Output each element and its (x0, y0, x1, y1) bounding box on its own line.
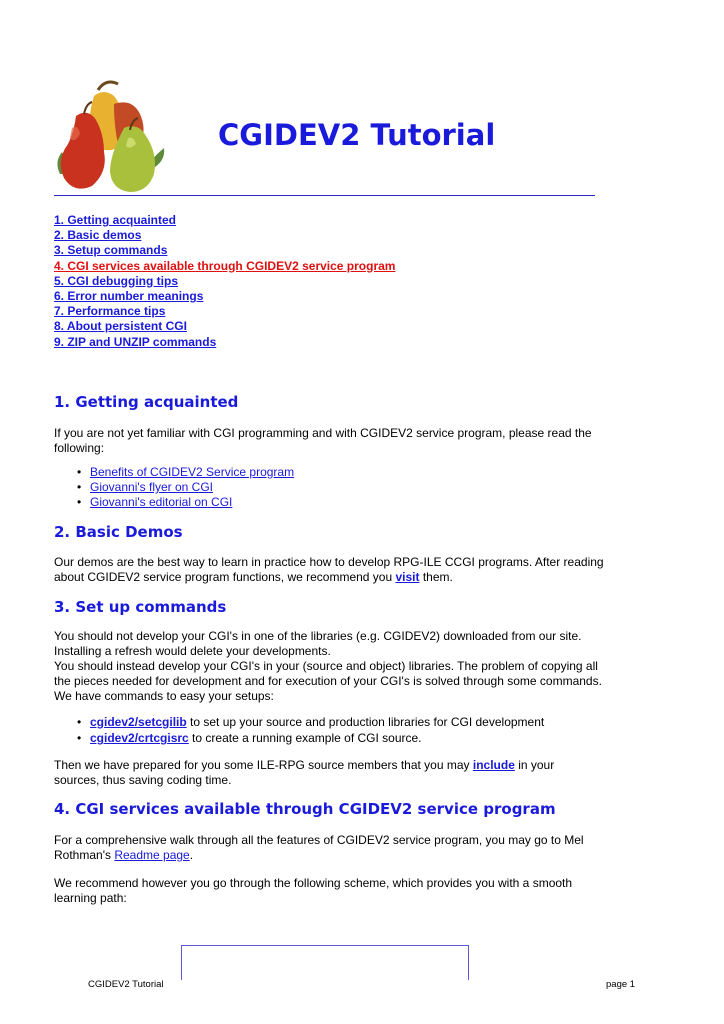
section-heading-cgi-services: 4. CGI services available through CGIDEV2 service program (54, 800, 556, 818)
toc-item (54, 213, 395, 228)
list-item (90, 715, 544, 730)
page-number: page 1 (606, 979, 636, 990)
toc-link-debugging-tips[interactable]: 5. CGI debugging tips (54, 273, 178, 288)
text-span: Then we have prepared for you some ILE-RPG source members that you may (54, 758, 473, 772)
scheme-frame (181, 945, 469, 980)
toc-link-getting-acquainted[interactable]: 1. Getting acquainted (54, 213, 177, 227)
setcgilib-link[interactable]: cgidev2/setcgilib (90, 715, 187, 729)
readme-link[interactable]: Readme page (114, 848, 190, 862)
toc-item (54, 228, 395, 243)
toc-item (54, 243, 395, 258)
footer-title: CGIDEV2 Tutorial (88, 979, 164, 990)
toc-item (54, 259, 395, 274)
toc-link-performance-tips[interactable]: 7. Performance tips (54, 304, 166, 319)
toc-item (54, 319, 395, 334)
section-heading-basic-demos: 2. Basic Demos (54, 523, 183, 541)
toc-item (54, 335, 395, 350)
list-item (90, 495, 294, 510)
toc-link-persistent-cgi[interactable]: 8. About persistent CGI (54, 319, 187, 334)
section-heading-getting-acquainted: 1. Getting acquainted (54, 393, 239, 411)
list-item (90, 465, 294, 480)
toc-link-zip-unzip[interactable]: 9. ZIP and UNZIP commands (54, 334, 217, 349)
section-paragraph: You should instead develop your CGI's in your (source and object) libraries. The problem of copying all the pieces needed for development and for execution of your CGI's is solved through some commands. We have commands to easy your setups: (54, 659, 602, 703)
command-list (54, 715, 544, 746)
editorial-link[interactable]: Giovanni's editorial on CGI (90, 495, 233, 510)
section-paragraph: You should not develop your CGI's in one of the libraries (e.g. CGIDEV2) downloaded from our site. Installing a refresh would delete your developments. (54, 629, 582, 658)
title-divider (54, 195, 595, 196)
toc-link-basic-demos[interactable]: 2. Basic demos (54, 228, 142, 243)
table-of-contents (54, 213, 395, 350)
section-paragraph (54, 833, 614, 863)
benefits-link[interactable]: Benefits of CGIDEV2 Service program (90, 465, 295, 479)
toc-link-cgi-services[interactable]: 4. CGI services available through CGIDEV2 service program (54, 258, 396, 273)
pears-logo-image (54, 74, 168, 196)
flyer-link[interactable]: Giovanni's flyer on CGI (90, 480, 214, 495)
text-span: to create a running example of CGI source. (188, 731, 422, 746)
link-list (54, 465, 294, 511)
text-span: Our demos are the best way to learn in practice how to develop RPG-ILE CCGI programs. After reading about CGIDEV2 service program functions, we recommend you (54, 555, 604, 584)
crtcgisrc-link[interactable]: cgidev2/crtcgisrc (90, 731, 189, 746)
text-span: to set up your source and production libraries for CGI development (186, 715, 545, 729)
toc-item (54, 289, 395, 304)
list-item (90, 480, 294, 495)
text-span: in your sources, thus saving coding time. (54, 758, 555, 787)
visit-link[interactable]: visit (395, 570, 420, 584)
text-span: them. (419, 570, 453, 584)
section-paragraph: We recommend however you go through the following scheme, which provides you with a smooth learning path: (54, 876, 573, 905)
toc-link-setup-commands[interactable]: 3. Setup commands (54, 243, 168, 258)
toc-item (54, 274, 395, 289)
toc-link-error-numbers[interactable]: 6. Error number meanings (54, 289, 204, 304)
section-paragraph (54, 555, 614, 585)
list-item (90, 731, 544, 746)
section-heading-setup-commands: 3. Set up commands (54, 598, 227, 616)
toc-item (54, 304, 395, 319)
include-link[interactable]: include (472, 758, 515, 772)
section-paragraph (54, 758, 594, 788)
section-paragraph: If you are not yet familiar with CGI programming and with CGIDEV2 service program, please read the following: (54, 426, 592, 455)
text-span: . (189, 848, 194, 862)
page-title: CGIDEV2 Tutorial (218, 118, 496, 152)
text-span: For a comprehensive walk through all the features of CGIDEV2 service program, you may go to Mel Rothman's (54, 833, 584, 862)
